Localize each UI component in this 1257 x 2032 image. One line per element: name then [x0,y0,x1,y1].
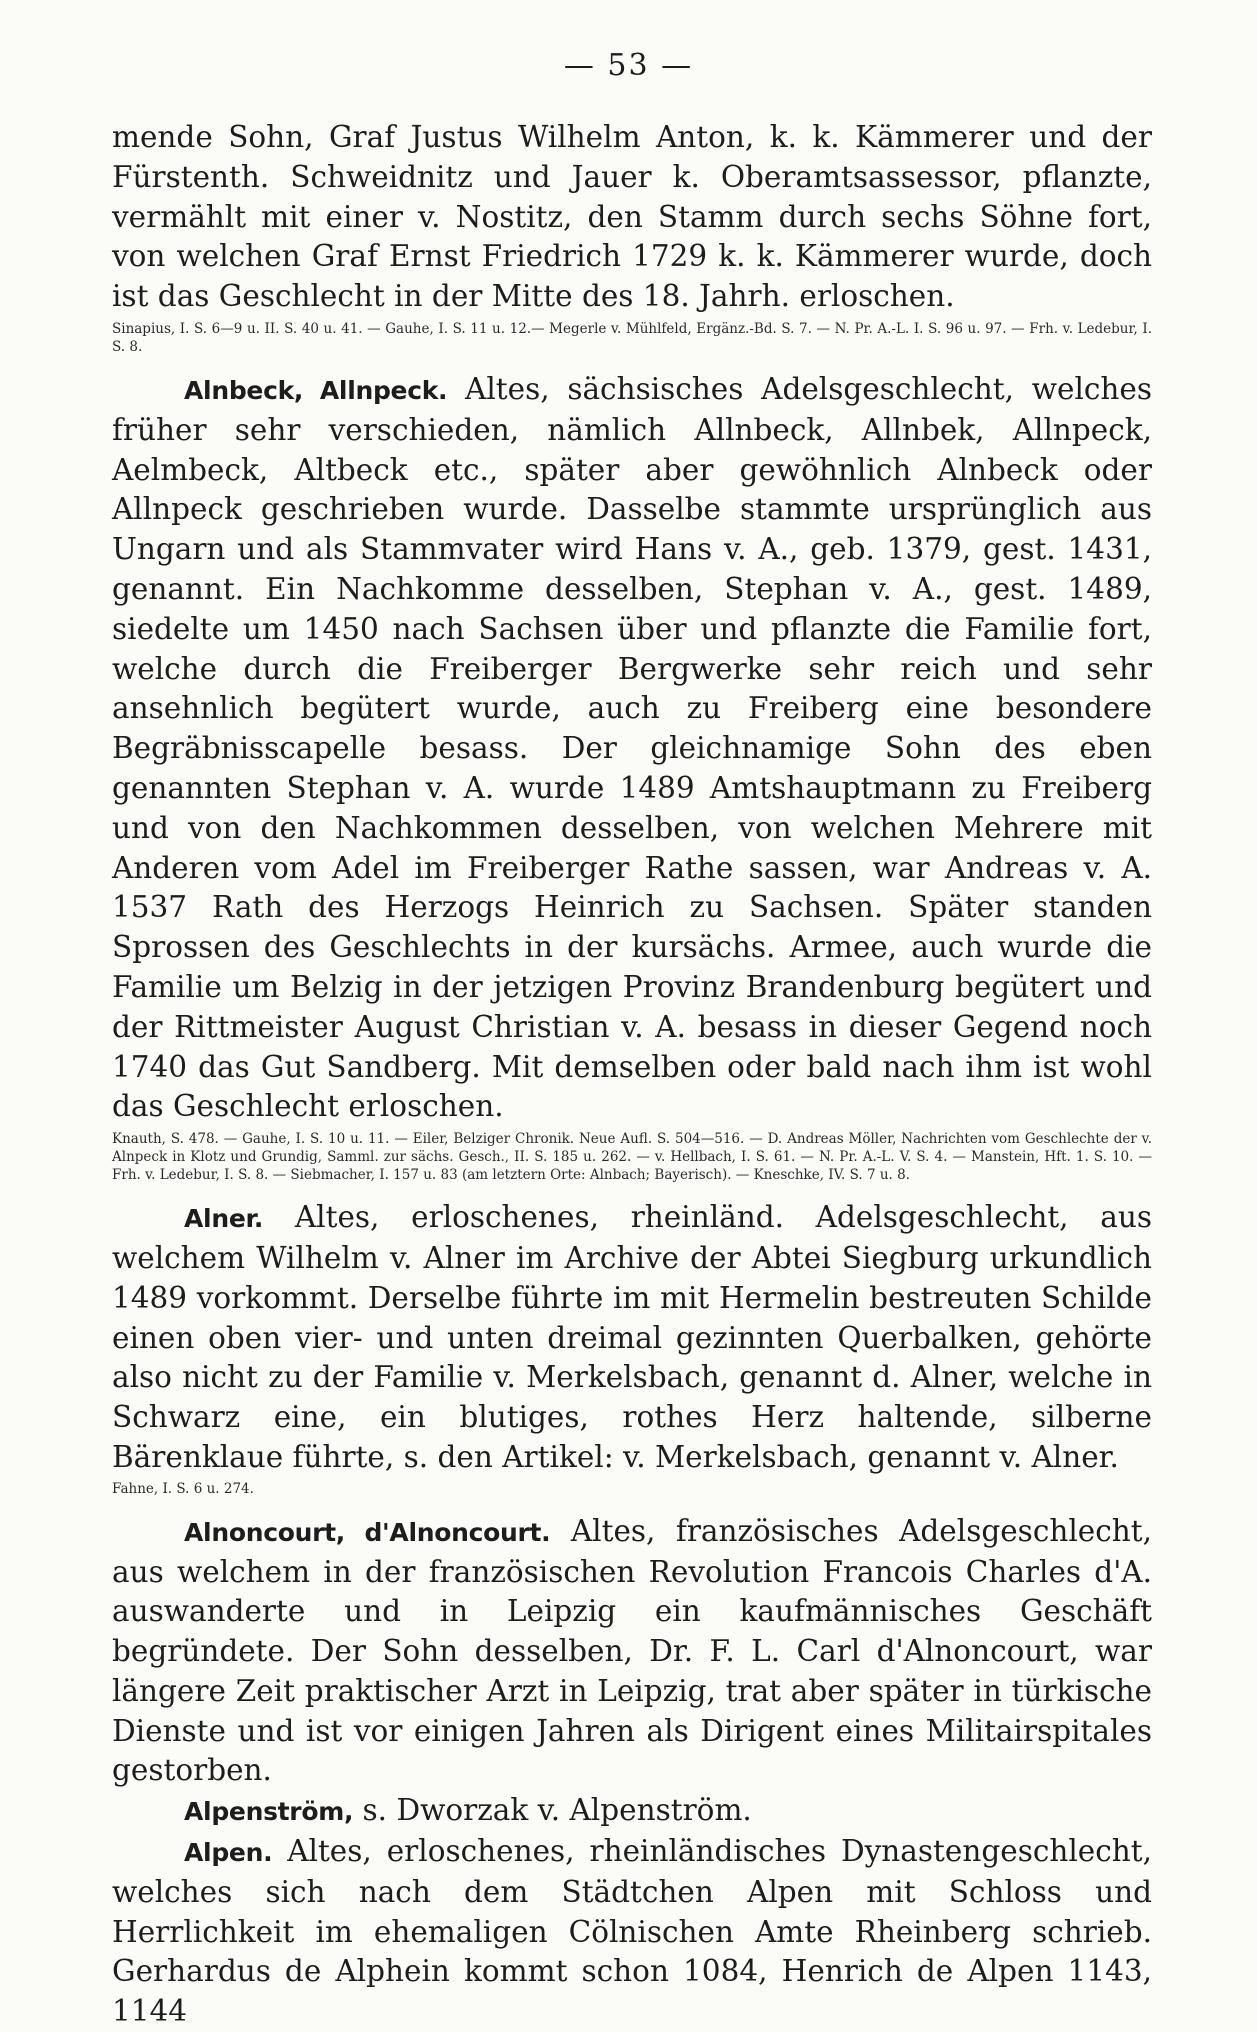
entry-headword: Alner. [184,1204,264,1234]
entry-body: Altes, erloschenes, rheinländisches Dynastengeschlecht, welches sich nach dem Städtchen Alpen mit Schloss und Herrlichkeit im ehemaligen Cölnischen Amte Rheinberg schrieb. Gerhardus de Alphein kommt schon 1084, Henrich de Alpen 1143, 1144 [112,1834,1152,2029]
entry-references: Fahne, I. S. 6 u. 274. [112,1480,254,1497]
entry-alnoncourt [112,1512,1152,1792]
entry-body: s. Dworzak v. Alpenström. [362,1793,752,1828]
entry-body: mende Sohn, Graf Justus Wilhelm Anton, k. k. Kämmerer und der Fürstenth. Schweidnitz und Jauer k. Oberamtsassessor, pflanzte, vermählt mit einer v. Nostitz, den Stamm durch sechs Söhne fort, von welchen Graf Ernst Friedrich 1729 k. k. Kämmerer wurde, doch ist das Geschlecht in der Mitte des 18. Jahrh. erloschen. [112,120,1152,314]
entry-alpenstroem [112,1791,1152,1832]
entry-body: Altes, erloschenes, rheinländ. Adelsgeschlecht, aus welchem Wilhelm v. Alner im Archive der Abtei Siegburg urkundlich 1489 vorkommt. Derselbe führte im mit Hermelin bestreuten Schilde einen oben vier- und unten dreimal gezinnten Querbalken, gehörte also nicht zu der Familie v. Merkelsbach, genannt d. Alner, welche in Schwarz eine, ein blutiges, rothes Herz haltende, silberne Bärenklaue führte, s. den Artikel: v. Merkelsbach, genannt v. Alner. [112,1200,1152,1474]
entry-headword: Alpen. [184,1838,273,1868]
entry-text [112,370,1152,1127]
entry-body: Altes, französisches Adelsgeschlecht, aus welchem in der französischen Revolution Francois Charles d'A. auswanderte und in Leipzig ein kaufmännisches Geschäft begründete. Der Sohn desselben, Dr. F. L. Carl d'Alnoncourt, war längere Zeit praktischer Arzt in Leipzig, trat aber später in türkische Dienste und ist vor einigen Jahren als Dirigent eines Militairspitales gestorben. [112,1513,1152,1788]
entry-alner [112,1198,1152,1498]
entry-references: Knauth, S. 478. — Gauhe, I. S. 10 u. 11. — Eiler, Belziger Chronik. Neue Aufl. S. 504—516. — D. Andreas Möller, Nachrichten vom Geschlechte der v. Alnpeck in Klotz und Grundig, Samml. zur sächs. Gesch., II. S. 185 u. 262. — v. Hellbach, I. S. 61. — N. Pr. A.-L. V. S. 4. — Manstein, Hft. 1. S. 10. — Frh. v. Ledebur, I. S. 8. — Siebmacher, I. 157 u. 83 (am letztern Orte: Alnbach; Bayerisch). — Kneschke, IV. S. 7 u. 8. [112,1131,1152,1184]
entry-body: Altes, sächsisches Adelsgeschlecht, welches früher sehr verschieden, nämlich Allnbeck, Allnbek, Allnpeck, Aelmbeck, Altbeck etc., später aber gewöhnlich Alnbeck oder Allnpeck geschrieben wurde. Dasselbe stammte ursprünglich aus Ungarn und als Stammvater wird Hans v. A., geb. 1379, gest. 1431, genannt. Ein Nachkomme desselben, Stephan v. A., gest. 1489, siedelte um 1450 nach Sachsen über und pflanzte die Familie fort, welche durch die Freiberger Bergwerke sehr reich und sehr ansehnlich begütert wurde, auch zu Freiberg eine besondere Begräbnisscapelle besass. Der gleichnamige Sohn des eben genannten Stephan v. A. wurde 1489 Amtshauptmann zu Freiberg und von den Nachkommen desselben, von welchen Mehrere mit Anderen vom Adel im Freiberger Rathe sassen, war Andreas v. A. 1537 Rath des Herzogs Heinrich zu Sachsen. Später standen Sprossen des Geschlechts in der kursächs. Armee, auch wurde die Familie um Belzig in der jetzigen Provinz Brandenburg begütert und der Rittmeister August Christian v. A. besass in dieser Gegend noch 1740 das Gut Sandberg. Mit demselben oder bald nach ihm ist wohl das Geschlecht erloschen. [112,371,1152,1124]
page-body [112,118,1152,2032]
entry-headword: Alpenström, [184,1797,354,1827]
entry-text [112,1791,1152,1832]
entry-headword: Alnoncourt, d'Alnoncourt. [184,1517,551,1547]
entry-text [112,1512,1152,1792]
entry-headword: Alnbeck, Allnpeck. [184,375,448,405]
entry-alpen [112,1832,1152,2032]
entry-text [112,1832,1152,2032]
entry-continuation [112,118,1152,356]
page-number: — 53 — [563,48,694,83]
entry-alnbeck [112,370,1152,1184]
entry-references: Sinapius, I. S. 6—9 u. II. S. 40 u. 41. — Gauhe, I. S. 11 u. 12.— Megerle v. Mühlfeld, Ergänz.-Bd. S. 7. — N. Pr. A.-L. I. S. 96 u. 97. — Frh. v. Ledebur, I. S. 8. [112,320,1152,355]
entry-text [112,1198,1152,1478]
entry-text [112,118,1152,317]
